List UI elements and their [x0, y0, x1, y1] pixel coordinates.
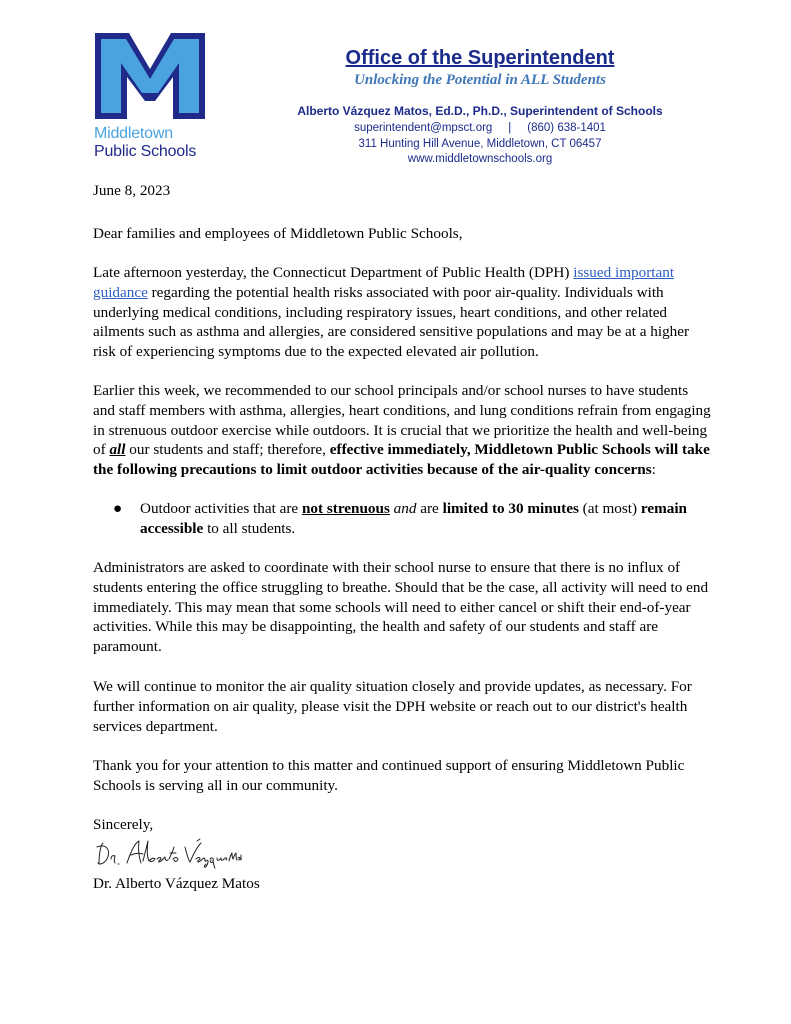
- contact-email[interactable]: superintendent@mpsct.org: [354, 122, 493, 134]
- bullet-at-most: (at most): [578, 500, 641, 517]
- district-name: [94, 125, 214, 161]
- p2-text-b: our students and staff; therefore,: [125, 441, 330, 459]
- contact-phone: (860) 638-1401: [527, 122, 606, 134]
- p2-bold-statement: effective immediately, Middletown Public Schools will take the following precautions to limit outdoor activities because of the air-quality concerns: [93, 441, 710, 479]
- p1-text-b: regarding the potential health risks associated with poor air-quality. Individuals with underlying medical conditions, including respiratory issues, heart conditions, and other related ailments such as asthma and allergies, are considered sensitive populations and may be at a higher risk of experiencing symptoms due to the expected elevated air pollution.: [93, 283, 690, 361]
- contact-block: [280, 121, 680, 168]
- paragraph-administrators: Administrators are asked to coordinate with their school nurse to ensure that there is no influx of students entering the office struggling to breathe. Should that be the case, all activity will need to end immediately. This may mean that some schools will need to either cancel or shift their end-of-year activities. While this may be disappointing, the health and safety of our students and staff are paramount.: [93, 559, 709, 656]
- precaution-bullet: [113, 499, 730, 539]
- dph-guidance-link[interactable]: issued important guidance: [93, 264, 675, 301]
- p2-text-a: Earlier this week, we recommended to our school principals and/or school nurses to have students and staff members with asthma, allergies, heart conditions, and lung conditions refrain from engaging in strenuous outdoor exercise while outdoors. It is crucial that we prioritize the health and well-being of: [93, 382, 711, 459]
- paragraph-thanks: Thank you for your attention to this matter and continued support of ensuring Middletown Public Schools is serving all in our community.: [93, 757, 685, 794]
- bullet-text-a: Outdoor activities that are: [140, 500, 302, 517]
- tagline: Unlocking the Potential in ALL Students: [354, 72, 606, 88]
- paragraph-monitoring: We will continue to monitor the air quality situation closely and provide updates, as necessary. For further information on air quality, please visit the DPH website or reach out to our district's health services department.: [93, 678, 692, 735]
- contact-separator: |: [508, 122, 512, 134]
- district-logo: [93, 31, 207, 166]
- paragraph-dph-guidance: [93, 263, 713, 362]
- district-name-line1: Middletown: [94, 125, 173, 142]
- bullet-are: are: [416, 500, 443, 517]
- paragraph-precautions: [93, 381, 713, 480]
- bullet-remain-accessible: remain accessible: [140, 500, 687, 537]
- bullet-and: and: [393, 500, 417, 517]
- office-title: Office of the Superintendent: [345, 47, 615, 69]
- letter-date: June 8, 2023: [93, 182, 171, 199]
- contact-email-phone: [280, 121, 680, 137]
- closing: Sincerely,: [93, 816, 154, 833]
- bullet-end: to all students.: [203, 519, 296, 537]
- contact-address: 311 Hunting Hill Avenue, Middletown, CT 06457: [358, 137, 602, 150]
- signer-name: Dr. Alberto Vázquez Matos: [93, 875, 260, 892]
- superintendent-name-line: Alberto Vázquez Matos, Ed.D., Ph.D., Superintendent of Schools: [297, 104, 663, 118]
- district-name-line2: Public Schools: [94, 143, 197, 160]
- handwritten-signature: [93, 837, 243, 871]
- m-logo-icon: [93, 31, 207, 121]
- greeting: Dear families and employees of Middletown Public Schools,: [93, 225, 463, 242]
- bullet-limited: limited to 30 minutes: [442, 500, 579, 517]
- p1-text-a: Late afternoon yesterday, the Connecticut Department of Public Health (DPH): [93, 264, 574, 281]
- contact-website[interactable]: www.middletownschools.org: [407, 153, 553, 165]
- bullet-icon: ●: [113, 500, 123, 517]
- p2-emphasis-all: all: [109, 441, 126, 459]
- bullet-not-strenuous: not strenuous: [301, 500, 390, 517]
- p2-colon: :: [651, 461, 656, 479]
